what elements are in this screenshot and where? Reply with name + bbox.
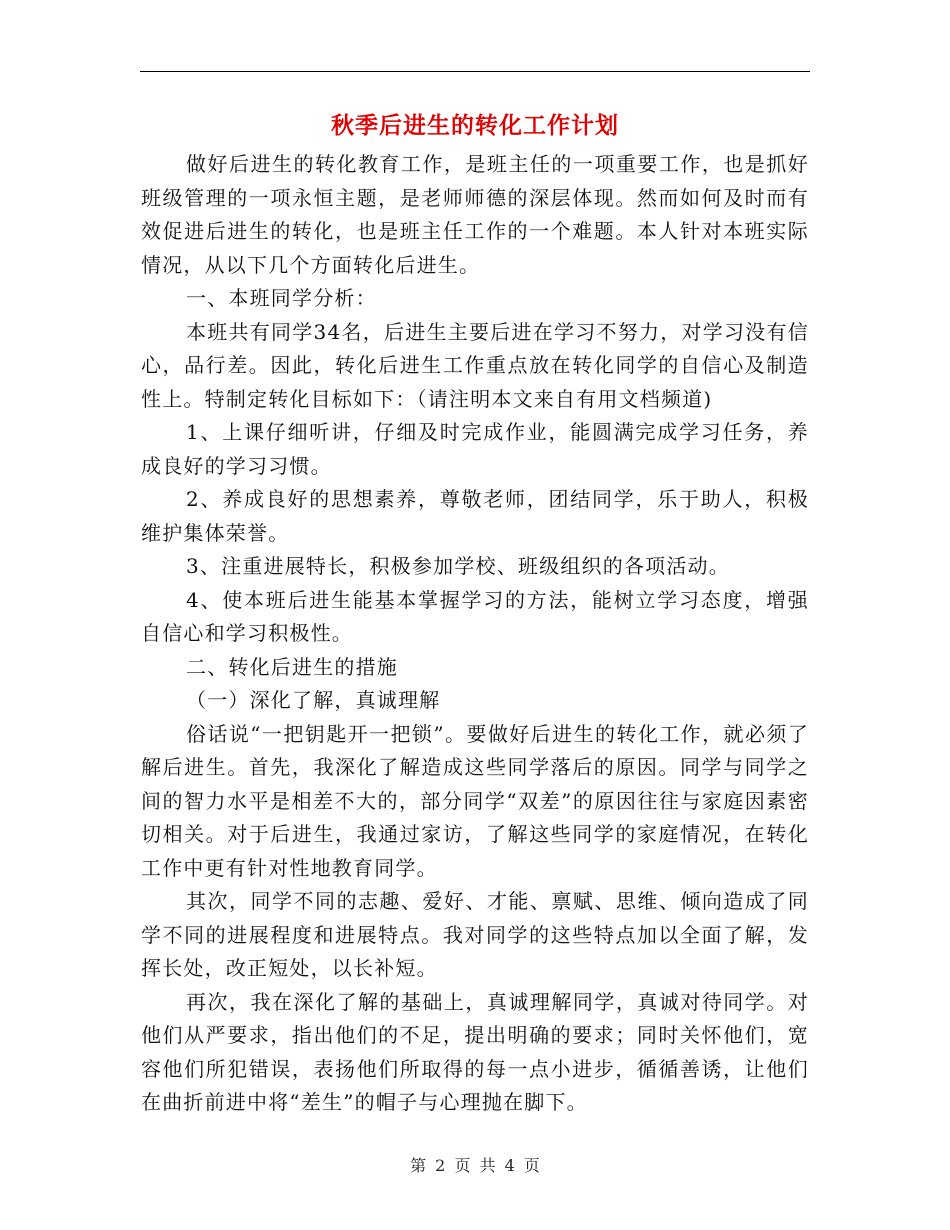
paragraph-intro: 做好后进生的转化教育工作，是班主任的一项重要工作，也是抓好班级管理的一项永恒主题，是老师师德的深层体现。然而如何及时而有效促进后进生的转化，也是班主任工作的一个难题。本人针对本班实际情况，从以下几个方面转化后进生。 bbox=[141, 152, 809, 277]
subsection-heading-understanding: （一）深化了解，真诚理解 bbox=[186, 688, 441, 712]
paragraph-understanding-first: 俗话说“一把钥匙开一把锁”。要做好后进生的转化工作，就必须了解后进生。首先，我深化了解造成这些同学落后的原因。同学与同学之间的智力水平是相差不大的，部分同学“双差”的原因往往与家庭因素密切相关。对于后进生，我通过家访，了解这些同学的家庭情况，在转化工作中更有针对性地教育同学。 bbox=[141, 721, 809, 880]
paragraph-class-analysis: 本班共有同学34名，后进生主要后进在学习不努力，对学习没有信心，品行差。因此，转化后进生工作重点放在转化同学的自信心及制造性上。特制定转化目标如下：（请注明本文来自有用文档频道) bbox=[141, 319, 809, 411]
goal-item-2: 2、养成良好的思想素养，尊敬老师，团结同学，乐于助人，积极维护集体荣誉。 bbox=[141, 487, 809, 545]
section-heading-measures: 二、转化后进生的措施 bbox=[186, 654, 398, 679]
section-heading-analysis: 一、本班同学分析： bbox=[186, 286, 377, 310]
goal-item-3: 3、注重进展特长，积极参加学校、班级组织的各项活动。 bbox=[186, 554, 730, 578]
goal-item-1: 1、上课仔细听讲，仔细及时完成作业，能圆满完成学习任务，养成良好的学习习惯。 bbox=[141, 420, 809, 478]
document-body bbox=[141, 148, 809, 1120]
paragraph-understanding-second: 其次，同学不同的志趣、爱好、才能、禀赋、思维、倾向造成了同学不同的进展程度和进展特点。我对同学的这些特点加以全面了解，发挥长处，改正短处，以长补短。 bbox=[141, 889, 809, 980]
page-number-footer: 第 2 页 共 4 页 bbox=[410, 1156, 540, 1175]
paragraph-understanding-third: 再次，我在深化了解的基础上，真诚理解同学，真诚对待同学。对他们从严要求，指出他们的不足，提出明确的要求；同时关怀他们，宽容他们所犯错误，表扬他们所取得的每一点小进步，循循善诱，让他们在曲折前进中将“差生”的帽子与心理抛在脚下。 bbox=[141, 989, 809, 1114]
header-rule bbox=[140, 71, 810, 72]
goal-item-4: 4、使本班后进生能基本掌握学习的方法，能树立学习态度，增强自信心和学习积极性。 bbox=[141, 587, 809, 645]
document-title: 秋季后进生的转化工作计划 bbox=[331, 112, 619, 139]
